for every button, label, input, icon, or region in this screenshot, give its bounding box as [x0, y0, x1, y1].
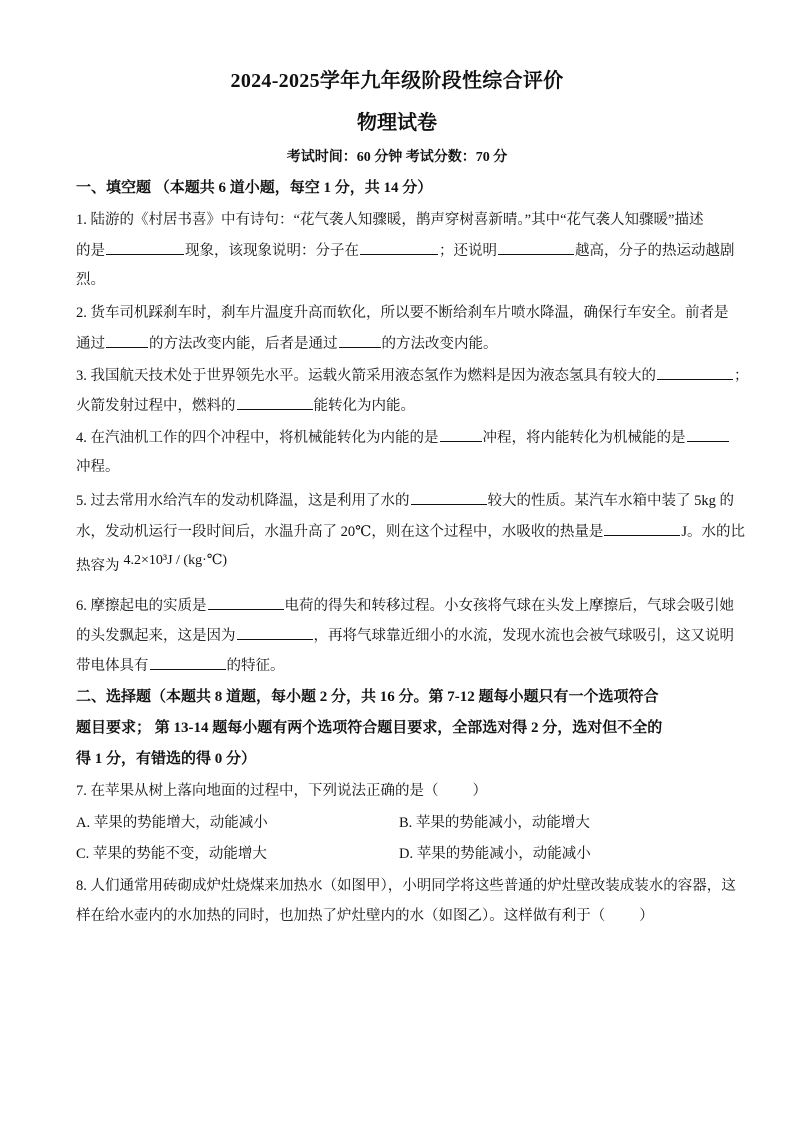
- q3-text-a: 3. 我国航天技术处于世界领先水平。运载火箭采用液态氢作为燃料是因为液态氢具有较大的: [76, 368, 656, 384]
- q7-option-d[interactable]: D. 苹果的势能减小，动能减小: [399, 846, 591, 862]
- q6-text-e: 带电体具有: [76, 658, 149, 674]
- q1-line3: 烈。: [76, 272, 105, 288]
- q7-option-a[interactable]: A. 苹果的势能增大，动能减小: [76, 815, 268, 831]
- q3-blank-1: [657, 365, 733, 380]
- q7-row2: [76, 844, 721, 864]
- q6-blank-3: [150, 655, 226, 670]
- q5-line2: [76, 521, 745, 542]
- q1-blank-3: [498, 240, 574, 255]
- q2-blank-2: [339, 333, 381, 348]
- section2-heading-line1: 二、选择题（本题共 8 道题，每小题 2 分，共 16 分。第 7-12 题每小题只有一个选项符合: [76, 689, 659, 705]
- q7-stem: [76, 781, 721, 801]
- q7-stem-text: 7. 在苹果从树上落向地面的过程中，下列说法正确的是（: [76, 783, 439, 799]
- q7-row1: [76, 813, 721, 833]
- q8-text-a: 样在给水壶内的水加热的同时，也加热了炉灶壁内的水（如图乙）。这样做有利于（: [76, 908, 606, 924]
- exam-title: 2024-2025学年九年级阶段性综合评价: [230, 70, 564, 92]
- q1-blank-2: [360, 240, 438, 255]
- q3-text-c: 火箭发射过程中，燃料的: [76, 398, 236, 414]
- q6-text-f: 的特征。: [226, 658, 285, 674]
- section1-heading: 一、填空题 （本题共 6 道小题，每空 1 分，共 14 分）: [76, 180, 433, 196]
- q3-blank-2: [237, 395, 313, 410]
- q7-option-b[interactable]: B. 苹果的势能减小，动能增大: [399, 815, 590, 831]
- q5-line3: [76, 553, 721, 577]
- q5-text-b: 较大的性质。某汽车水箱中装了 5kg 的: [487, 493, 734, 509]
- section2-heading-line3: 得 1 分，有错选的得 0 分）: [76, 751, 257, 767]
- q3-line1: [76, 365, 749, 386]
- q5-text-e: 热容为: [76, 558, 120, 574]
- q6-blank-2: [237, 625, 313, 640]
- q1-blank-1: [106, 240, 184, 255]
- q4-blank-2: [687, 427, 729, 442]
- q2-text-b: 的方法改变内能，后者是通过: [149, 336, 338, 352]
- q2-line1: 2. 货车司机踩刹车时，刹车片温度升高而软化，所以要不断给刹车片喷水降温，确保行车安全。前者是: [76, 305, 729, 321]
- q4-text-b: 冲程，将内能转化为机械能的是: [482, 430, 686, 446]
- q8-text-b: ）: [639, 908, 654, 924]
- q3-line2: [76, 395, 721, 416]
- q1-text-d: 越高，分子的热运动越剧: [575, 243, 735, 259]
- q7-option-c[interactable]: C. 苹果的势能不变，动能增大: [76, 846, 267, 862]
- q1-text-a: 的是: [76, 243, 105, 259]
- specific-heat-formula: 4.2×10³J / (kg·℃): [123, 553, 228, 568]
- q1-line2: [76, 240, 735, 261]
- q5-line1: [76, 490, 734, 511]
- q7-stem-close: ）: [472, 783, 487, 799]
- q6-text-c: 的头发飘起来，这是因为: [76, 628, 236, 644]
- q5-text-c: 水，发动机运行一段时间后，水温升高了 20℃，则在这个过程中，水吸收的热量是: [76, 524, 604, 540]
- q1-text-c: ；还说明: [439, 243, 497, 259]
- q2-text-a: 通过: [76, 336, 105, 352]
- q5-blank-2: [604, 521, 680, 536]
- q5-text-a: 5. 过去常用水给汽车的发动机降温，这是利用了水的: [76, 493, 410, 509]
- q8-line2: [76, 906, 721, 926]
- q6-text-d: ，再将气球靠近细小的水流，发现水流也会被气球吸引，这又说明: [313, 628, 734, 644]
- q6-text-a: 6. 摩擦起电的实质是: [76, 598, 207, 614]
- q1-line1: 1. 陆游的《村居书喜》中有诗句：“花气袭人知骤暖，鹊声穿树喜新晴。”其中“花气袭人知骤暖”描述: [76, 212, 704, 228]
- q3-text-d: 能转化为内能。: [313, 398, 415, 414]
- q6-text-b: 电荷的得失和转移过程。小女孩将气球在头发上摩擦后，气球会吸引她: [284, 598, 734, 614]
- q6-blank-1: [208, 595, 284, 610]
- q5-text-d: J。水的比: [681, 524, 745, 540]
- q2-text-c: 的方法改变内能。: [381, 336, 498, 352]
- q3-text-b: ；: [734, 368, 749, 384]
- q2-blank-1: [106, 333, 148, 348]
- section2-heading-line2: 题目要求； 第 13-14 题每小题有两个选项符合题目要求，全部选对得 2 分，选对但不全的: [76, 720, 663, 736]
- q4-line1: [76, 427, 721, 448]
- q6-line3: [76, 655, 721, 676]
- q6-line2: [76, 625, 734, 646]
- q6-line1: [76, 595, 734, 616]
- exam-info: 考试时间：60 分钟 考试分数：70 分: [286, 150, 508, 165]
- q5-blank-1: [411, 490, 487, 505]
- exam-subject: 物理试卷: [357, 112, 437, 134]
- q8-line1: 8. 人们通常用砖砌成炉灶烧煤来加热水（如图甲），小明同学将这些普通的炉灶壁改装成装水的容器，这: [76, 878, 736, 894]
- q4-text-a: 4. 在汽油机工作的四个冲程中，将机械能转化为内能的是: [76, 430, 439, 446]
- q4-line2: 冲程。: [76, 459, 120, 475]
- q1-text-b: 现象，该现象说明：分子在: [185, 243, 359, 259]
- q2-line2: [76, 333, 721, 354]
- q4-blank-1: [440, 427, 482, 442]
